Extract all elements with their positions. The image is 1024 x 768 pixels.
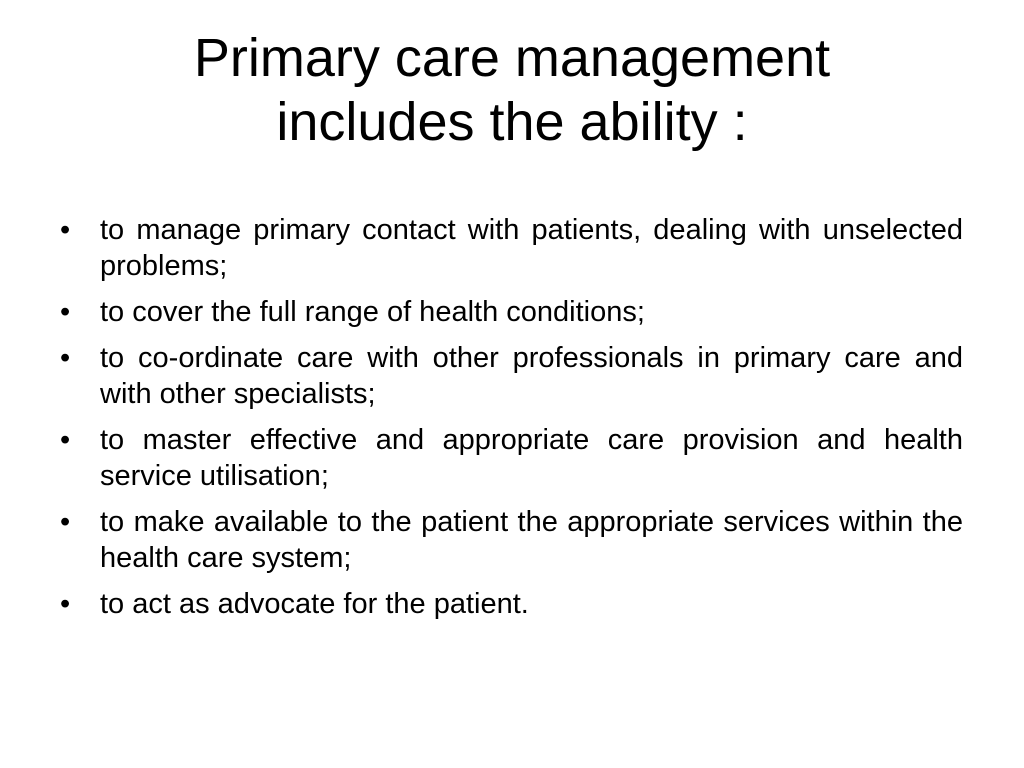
bullet-icon: • — [60, 424, 71, 456]
bullet-text: to act as advocate for the patient. — [100, 588, 529, 620]
slide-title — [60, 26, 964, 154]
bullet-item — [60, 212, 963, 284]
bullet-text: to master effective and appropriate care provision and health service utilisation; — [100, 424, 963, 492]
bullet-item — [60, 422, 963, 494]
slide-title-line-1: Primary care management — [193, 28, 831, 88]
bullet-icon: • — [60, 342, 71, 374]
bullet-item — [60, 504, 963, 576]
bullet-icon: • — [60, 588, 71, 620]
bullet-text: to make available to the patient the appropriate services within the health care system; — [100, 506, 963, 574]
bullet-icon: • — [60, 296, 71, 328]
bullet-icon: • — [60, 214, 71, 246]
bullet-text: to cover the full range of health conditions; — [100, 296, 645, 328]
bullet-item — [60, 294, 963, 330]
bullet-text: to co-ordinate care with other professionals in primary care and with other specialists; — [100, 342, 963, 410]
bullet-item — [60, 586, 963, 622]
bullet-item — [60, 340, 963, 412]
bullet-text: to manage primary contact with patients, dealing with unselected problems; — [100, 214, 963, 282]
slide-title-line-2: includes the ability : — [276, 92, 748, 152]
bullet-list — [60, 212, 963, 632]
bullet-icon: • — [60, 506, 71, 538]
